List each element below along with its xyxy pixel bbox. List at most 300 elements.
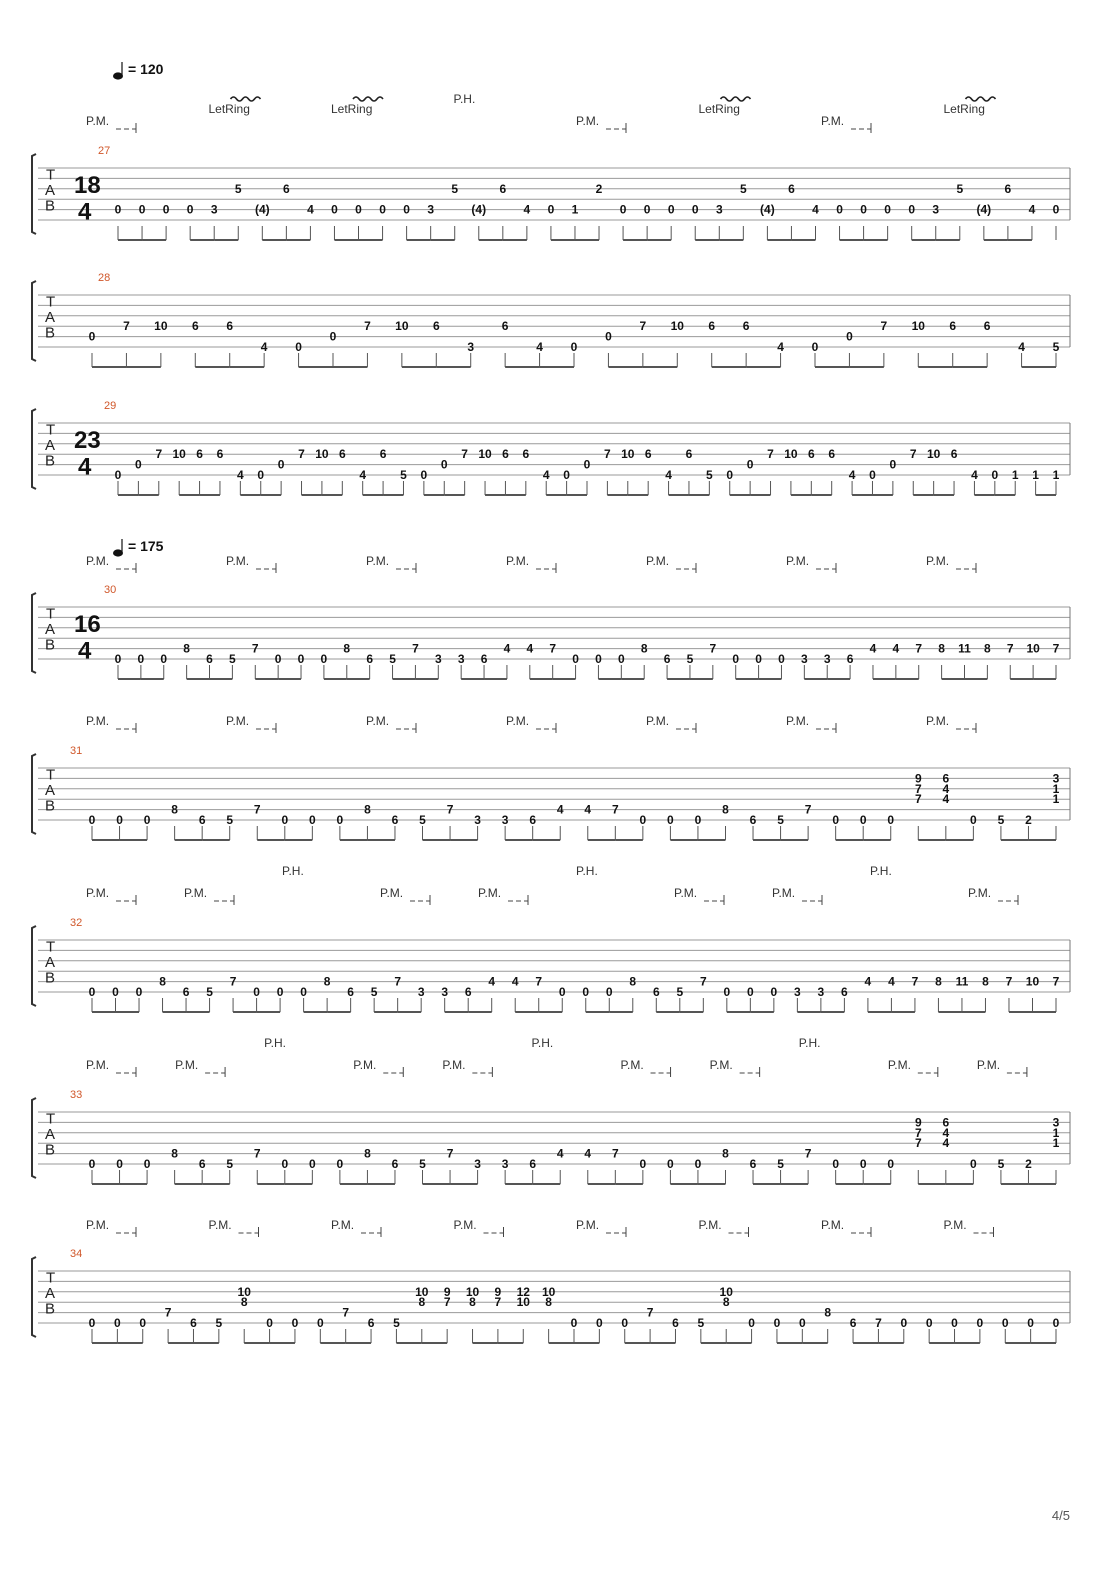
fret-number: 7 (880, 319, 888, 334)
fret-number: 0 (336, 1157, 344, 1171)
palm-mute-label: P.M. (646, 714, 670, 728)
fret-number: 1 (1032, 468, 1039, 482)
palm-mute-label: P.M. (380, 886, 404, 900)
fret-number: 4 (777, 340, 784, 354)
fret-number: 7 (342, 1305, 350, 1320)
fret-number: 10 (154, 319, 168, 334)
fret-number: 3 (434, 652, 442, 666)
palm-mute-label: P.M. (175, 1058, 199, 1072)
tempo-marking: = 175 (128, 538, 164, 554)
fret-number: 8 (722, 802, 729, 817)
fret-number: 7 (394, 974, 402, 989)
tab-clef-b: B (45, 452, 56, 470)
fret-number: 10 (478, 447, 492, 462)
fret-number: 0 (811, 340, 819, 354)
tab-clef-t: T (46, 605, 56, 623)
palm-mute-label: P.M. (786, 714, 810, 728)
fret-number: 4 (488, 974, 496, 989)
fret-number: 7 (446, 802, 454, 817)
fret-number: 0 (114, 1316, 121, 1330)
fret-number: 0 (846, 329, 853, 344)
let-ring-label: LetRing (698, 102, 740, 116)
fret-number: 3 (427, 202, 435, 217)
fret-number: 0 (884, 202, 891, 217)
fret-number: 7 (1005, 974, 1013, 989)
palm-mute-label: P.M. (86, 714, 110, 728)
fret-number: 5 (777, 1157, 784, 1171)
fret-number: 0 (135, 457, 142, 472)
fret-number: 8 (722, 1146, 729, 1161)
fret-number: 10 (516, 1295, 530, 1310)
fret-number: 7 (767, 447, 774, 462)
palm-mute-label: P.M. (506, 554, 530, 568)
fret-number: 6 (942, 771, 950, 786)
fret-number: 4 (536, 340, 543, 354)
palm-mute-label: P.M. (576, 114, 600, 128)
fret-number: 0 (832, 1157, 840, 1171)
fret-number: 0 (266, 1316, 273, 1330)
palm-mute-label: P.M. (821, 1218, 845, 1232)
fret-number: 7 (155, 447, 163, 462)
palm-mute-label: P.M. (646, 554, 670, 568)
vibrato-icon (353, 97, 383, 101)
fret-number: 6 (190, 1316, 197, 1330)
time-signature-bottom: 4 (78, 453, 92, 481)
fret-number: 8 (824, 1305, 832, 1320)
fret-number: (4) (760, 202, 775, 217)
fret-number: 10 (395, 319, 409, 334)
fret-number: 6 (391, 1157, 399, 1171)
fret-number: 6 (367, 1316, 375, 1330)
fret-number: 3 (932, 202, 940, 217)
palm-mute-label: P.M. (226, 554, 250, 568)
fret-number: 0 (1052, 1316, 1060, 1330)
fret-number: 0 (160, 652, 168, 666)
fret-number: 0 (746, 985, 754, 999)
fret-number: 1 (1052, 1125, 1060, 1140)
palm-mute-label: P.M. (943, 1218, 967, 1232)
palm-mute-label: P.M. (86, 114, 110, 128)
system-bracket (32, 281, 36, 361)
fret-number: 8 (343, 641, 351, 656)
fret-number: 4 (260, 340, 268, 354)
fret-number: 7 (164, 1305, 172, 1320)
fret-number: 7 (914, 781, 922, 796)
pinch-harmonic-label: P.H. (531, 1036, 554, 1050)
fret-number: 10 (719, 1284, 733, 1299)
tab-clef-t: T (46, 421, 56, 439)
fret-number: 6 (663, 652, 671, 666)
fret-number: 3 (441, 985, 449, 999)
fret-number: (4) (471, 202, 487, 217)
tab-clef-b: B (45, 797, 56, 815)
tab-clef-a: A (45, 781, 56, 799)
fret-number: 5 (226, 813, 234, 827)
fret-number: 2 (1025, 1157, 1032, 1171)
fret-number: 0 (1027, 1316, 1034, 1330)
palm-mute-label: P.M. (821, 114, 845, 128)
fret-number: 6 (685, 447, 693, 462)
fret-number: 7 (253, 1146, 261, 1161)
fret-number: 7 (914, 1136, 922, 1151)
fret-number: 4 (584, 1146, 592, 1161)
fret-number: 0 (798, 1316, 806, 1330)
system-bracket (32, 926, 36, 1006)
palm-mute-label: P.M. (208, 1218, 232, 1232)
fret-number: 5 (997, 1157, 1005, 1171)
fret-number: 0 (379, 202, 386, 217)
fret-number: 6 (828, 447, 836, 462)
tab-clef-a: A (45, 620, 56, 638)
fret-number: 0 (291, 1316, 299, 1330)
fret-number: 3 (474, 1157, 481, 1171)
palm-mute-label: P.M. (86, 1218, 110, 1232)
fret-number: 6 (841, 985, 848, 999)
fret-number: 0 (329, 329, 337, 344)
tab-clef-b: B (45, 324, 56, 342)
fret-number: 0 (582, 985, 590, 999)
fret-number: 0 (186, 202, 194, 217)
fret-number: 3 (210, 202, 218, 217)
fret-number: 0 (723, 985, 731, 999)
fret-number: 0 (619, 202, 627, 217)
tab-clef-a: A (45, 1125, 56, 1143)
fret-number: 7 (535, 974, 543, 989)
fret-number: 0 (639, 1157, 647, 1171)
fret-number: 7 (364, 319, 371, 334)
let-ring-label: LetRing (208, 102, 250, 116)
fret-number: 0 (308, 813, 316, 827)
fret-number: 0 (773, 1316, 781, 1330)
pinch-harmonic-label: P.H. (453, 92, 476, 106)
fret-number: 0 (88, 1157, 96, 1171)
fret-number: 0 (114, 202, 122, 217)
fret-number: 0 (112, 985, 119, 999)
fret-number: 0 (281, 1157, 289, 1171)
fret-number: 6 (191, 319, 199, 334)
fret-number: 0 (440, 457, 448, 472)
fret-number: 0 (859, 813, 867, 827)
tab-clef-t: T (46, 766, 56, 784)
pinch-harmonic-label: P.H. (576, 864, 598, 878)
fret-number: 0 (694, 813, 702, 827)
fret-number: 4 (1018, 340, 1025, 354)
fret-number: 5 (706, 468, 713, 482)
tab-clef-t: T (46, 166, 56, 184)
fret-number: 11 (958, 641, 971, 656)
fret-number: 10 (465, 1284, 480, 1299)
tab-clef-a: A (45, 308, 56, 326)
fret-number: 4 (864, 974, 872, 989)
fret-number: 7 (446, 1146, 454, 1161)
fret-number: 6 (501, 319, 509, 334)
system-bracket (32, 1257, 36, 1337)
fret-number: 3 (715, 202, 723, 217)
fret-number: 6 (196, 447, 203, 462)
fret-number: 0 (558, 985, 566, 999)
system-bracket (32, 754, 36, 834)
fret-number: 0 (336, 813, 344, 827)
fret-number: 8 (982, 974, 989, 989)
fret-number: 0 (836, 202, 843, 217)
fret-number: 0 (143, 813, 151, 827)
fret-number: 7 (804, 802, 812, 817)
fret-number: 6 (480, 652, 488, 666)
fret-number: 7 (298, 447, 305, 462)
fret-number: 0 (605, 329, 612, 344)
fret-number: 7 (461, 447, 468, 462)
fret-number: 0 (88, 1316, 96, 1330)
fret-number: 0 (605, 985, 613, 999)
fret-number: 7 (611, 802, 619, 817)
fret-number: 0 (403, 202, 410, 217)
bar-number: 32 (70, 917, 83, 929)
fret-number: 0 (1052, 202, 1060, 217)
fret-number: 6 (502, 447, 509, 462)
fret-number: 7 (639, 319, 647, 334)
fret-number: 0 (1001, 1316, 1009, 1330)
fret-number: 10 (1025, 974, 1040, 989)
palm-mute-label: P.M. (506, 714, 530, 728)
palm-mute-label: P.M. (86, 554, 110, 568)
fret-number: 7 (229, 974, 237, 989)
fret-number: 1 (1052, 781, 1060, 796)
fret-number: 8 (722, 1295, 730, 1310)
tab-clef-b: B (45, 1300, 56, 1318)
fret-number: 0 (889, 457, 897, 472)
fret-number: 3 (474, 813, 481, 827)
let-ring-label: LetRing (943, 102, 985, 116)
fret-number: 8 (240, 1295, 248, 1310)
palm-mute-label: P.M. (226, 714, 250, 728)
fret-number: 9 (494, 1284, 502, 1299)
fret-number: 8 (629, 974, 637, 989)
fret-number: 0 (832, 813, 840, 827)
fret-number: 0 (583, 457, 591, 472)
fret-number: (4) (976, 202, 992, 217)
palm-mute-label: P.M. (366, 714, 390, 728)
fret-number: 10 (315, 447, 329, 462)
fret-number: 6 (849, 1316, 857, 1330)
fret-number: 5 (1052, 340, 1060, 354)
fret-number: 0 (300, 985, 307, 999)
tab-clef-b: B (45, 636, 56, 654)
fret-number: 5 (676, 985, 684, 999)
fret-number: 0 (297, 652, 305, 666)
fret-number: 7 (909, 447, 917, 462)
palm-mute-label: P.M. (698, 1218, 722, 1232)
palm-mute-label: P.M. (184, 886, 208, 900)
fret-number: 0 (355, 202, 362, 217)
fret-number: 6 (226, 319, 234, 334)
fret-number: 7 (911, 974, 919, 989)
tempo-marking: = 120 (128, 61, 164, 77)
palm-mute-label: P.M. (442, 1058, 466, 1072)
fret-number: 2 (1025, 813, 1032, 827)
palm-mute-label: P.M. (926, 714, 950, 728)
fret-number: 7 (251, 641, 259, 656)
fret-number: 1 (1052, 1136, 1060, 1151)
fret-number: 6 (347, 985, 354, 999)
fret-number: 7 (1052, 641, 1060, 656)
fret-number: 6 (206, 652, 213, 666)
fret-number: 10 (926, 447, 941, 462)
fret-number: 10 (415, 1284, 429, 1299)
fret-number: 5 (451, 181, 459, 196)
fret-number: 8 (935, 974, 942, 989)
fret-number: 0 (925, 1316, 933, 1330)
fret-number: 0 (976, 1316, 984, 1330)
time-signature-top: 23 (74, 426, 101, 454)
fret-number: 0 (331, 202, 338, 217)
fret-number: 7 (1052, 974, 1060, 989)
fret-number: 0 (643, 202, 651, 217)
fret-number: 6 (708, 319, 716, 334)
tab-clef-t: T (46, 293, 56, 311)
fret-number: 6 (742, 319, 750, 334)
fret-number: 1 (571, 202, 579, 217)
fret-number: 5 (393, 1316, 400, 1330)
fret-number: 4 (1028, 202, 1036, 217)
fret-number: 8 (159, 974, 166, 989)
fret-number: 4 (526, 641, 534, 656)
fret-number: 0 (135, 985, 143, 999)
palm-mute-label: P.M. (331, 1218, 355, 1232)
fret-number: 3 (417, 985, 425, 999)
fret-number: 0 (726, 468, 734, 482)
vibrato-icon (966, 97, 996, 101)
fret-number: 6 (672, 1316, 679, 1330)
bar-number: 29 (104, 400, 117, 412)
fret-number: 4 (942, 781, 950, 796)
fret-number: 5 (956, 181, 964, 196)
fret-number: 3 (501, 813, 509, 827)
fret-number: 4 (523, 202, 531, 217)
fret-number: 6 (950, 447, 958, 462)
fret-number: 0 (859, 1157, 867, 1171)
fret-number: 4 (869, 641, 877, 656)
fret-number: 7 (494, 1295, 502, 1310)
fret-number: 0 (621, 1316, 629, 1330)
fret-number: 4 (848, 468, 856, 482)
fret-number: 0 (617, 652, 625, 666)
fret-number: 0 (114, 652, 122, 666)
fret-number: 7 (443, 1295, 451, 1310)
palm-mute-label: P.M. (968, 886, 992, 900)
fret-number: 0 (547, 202, 555, 217)
fret-number: 0 (137, 652, 145, 666)
fret-number: 0 (887, 813, 895, 827)
fret-number: 7 (604, 447, 611, 462)
fret-number: 6 (807, 447, 815, 462)
time-signature-bottom: 4 (78, 637, 92, 665)
system-bracket (32, 593, 36, 673)
fret-number: 7 (123, 319, 130, 334)
fret-number: 0 (748, 1316, 755, 1330)
bar-number: 27 (98, 145, 111, 157)
fret-number: 0 (667, 813, 674, 827)
fret-number: 0 (274, 652, 282, 666)
fret-number: 5 (419, 1157, 426, 1171)
fret-number: 0 (908, 202, 916, 217)
fret-number: 5 (206, 985, 213, 999)
fret-number: 4 (359, 468, 367, 482)
pinch-harmonic-label: P.H. (264, 1036, 286, 1050)
fret-number: 0 (88, 329, 96, 344)
fret-number: 4 (892, 641, 900, 656)
bar-number: 34 (70, 1248, 83, 1260)
fret-number: 7 (549, 641, 557, 656)
fret-number: 0 (277, 457, 285, 472)
palm-mute-label: P.M. (976, 1058, 1001, 1072)
fret-number: 0 (572, 652, 579, 666)
tab-clef-t: T (46, 1269, 56, 1287)
fret-number: 0 (570, 340, 578, 354)
fret-number: 10 (237, 1284, 251, 1299)
fret-number: 1 (1052, 468, 1060, 482)
pinch-harmonic-label: P.H. (870, 864, 892, 878)
bar-number: 30 (104, 584, 117, 596)
fret-number: 8 (938, 641, 945, 656)
fret-number: 0 (746, 457, 754, 472)
fret-number: 6 (749, 1157, 757, 1171)
fret-number: 7 (875, 1316, 882, 1330)
fret-number: 6 (198, 813, 206, 827)
tab-clef-t: T (46, 938, 56, 956)
fret-number: 6 (283, 181, 290, 196)
fret-number: 0 (900, 1316, 908, 1330)
fret-number: 6 (1004, 181, 1012, 196)
fret-number: 0 (770, 985, 778, 999)
fret-number: 0 (563, 468, 570, 482)
fret-number: 10 (541, 1284, 556, 1299)
time-signature-top: 16 (74, 610, 101, 638)
fret-number: 0 (139, 1316, 147, 1330)
fret-number: 6 (338, 447, 346, 462)
fret-number: 4 (556, 802, 564, 817)
fret-number: 5 (777, 813, 784, 827)
fret-number: 10 (1026, 641, 1040, 656)
fret-number: 6 (499, 181, 507, 196)
fret-number: 4 (556, 1146, 564, 1161)
fret-number: 4 (237, 468, 244, 482)
tab-clef-a: A (45, 953, 56, 971)
fret-number: 0 (281, 813, 289, 827)
fret-number: 0 (570, 1316, 578, 1330)
fret-number: 6 (788, 181, 795, 196)
palm-mute-label: P.M. (366, 554, 390, 568)
palm-mute-label: P.M. (86, 886, 110, 900)
fret-number: 0 (420, 468, 428, 482)
fret-number: 0 (694, 1157, 702, 1171)
fret-number: 8 (364, 802, 371, 817)
time-signature-bottom: 4 (78, 198, 92, 226)
fret-number: 6 (846, 652, 854, 666)
fret-number: 3 (1052, 1115, 1060, 1130)
fret-number: 4 (511, 974, 519, 989)
fret-number: 7 (253, 802, 261, 817)
palm-mute-label: P.M. (772, 886, 796, 900)
fret-number: 0 (295, 340, 302, 354)
fret-number: 10 (172, 447, 186, 462)
bar-number: 33 (70, 1089, 83, 1101)
fret-number: 7 (646, 1305, 654, 1320)
time-signature-top: 18 (74, 171, 101, 199)
fret-number: 7 (709, 641, 717, 656)
fret-number: 5 (370, 985, 378, 999)
fret-number: 7 (611, 1146, 619, 1161)
fret-number: 9 (443, 1284, 451, 1299)
